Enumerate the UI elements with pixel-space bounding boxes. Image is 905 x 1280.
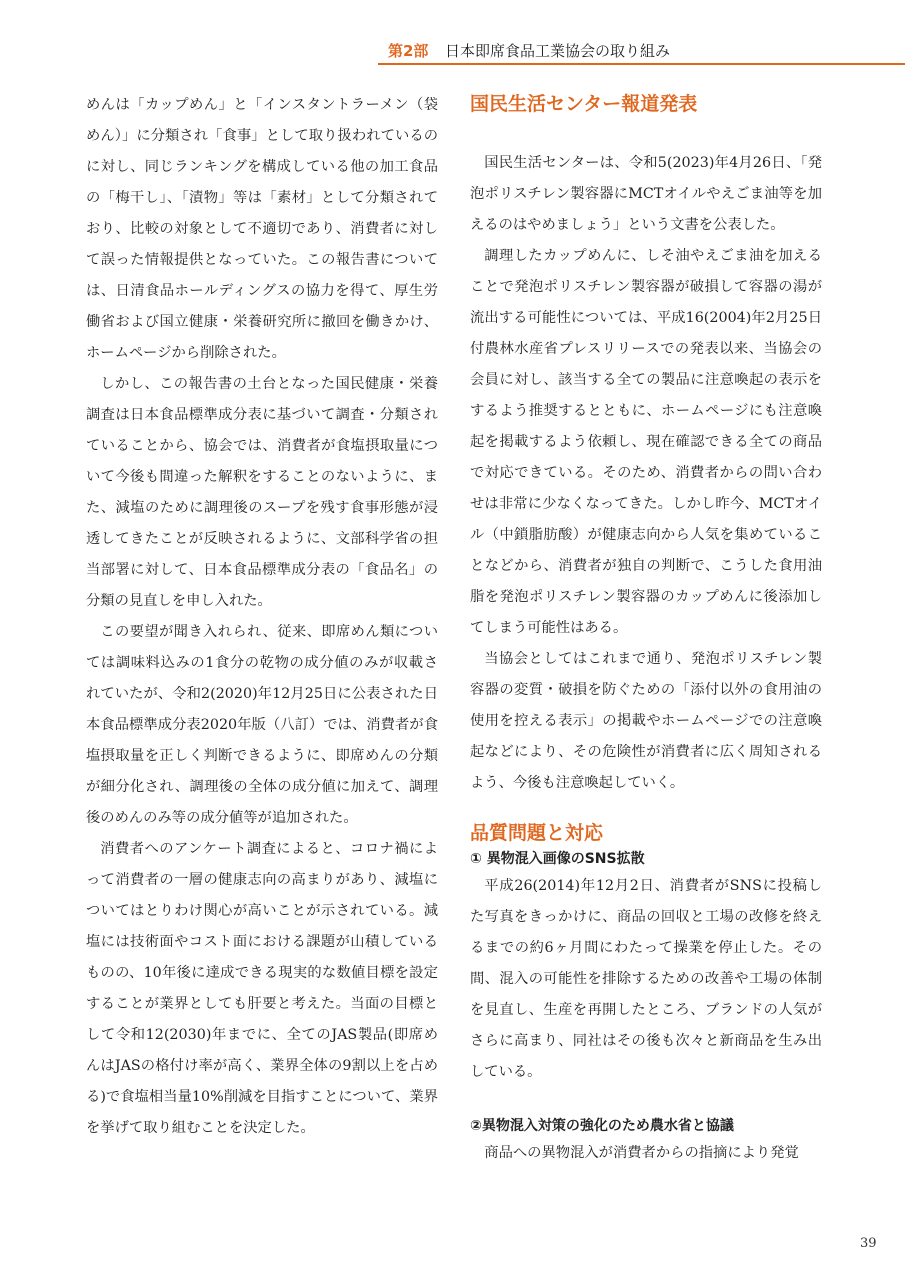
left-column bbox=[86, 90, 438, 1144]
right-column bbox=[470, 90, 822, 1169]
spacer bbox=[470, 1088, 822, 1114]
spacer bbox=[470, 118, 822, 148]
subsection-heading: ① 異物混入画像のSNS拡散 bbox=[470, 851, 645, 867]
subsection-heading: ②異物混入対策の強化のため農水省と協議 bbox=[470, 1118, 734, 1134]
paragraph: 平成26(2014)年12月2日、消費者がSNSに投稿した写真をきっかけに、商品の回収と工場の改修を終えるまでの約6ヶ月間にわたって操業を停止した。その間、混入の可能性を排除するための改善や工場の体制を見直し、生産を再開したところ、ブランドの人気がさらに高まり、同社はその後も次々と新商品を生み出している。 bbox=[470, 878, 822, 1080]
chapter-title: 日本即席食品工業協会の取り組み bbox=[445, 42, 671, 60]
paragraph: 消費者へのアンケート調査によると、コロナ禍によって消費者の一層の健康志向の高まりがあり、減塩についてはとりわけ関心が高いことが示されている。減塩には技術面やコスト面における課題が山積しているものの、10年後に達成できる現実的な数値目標を設定することが業界としても肝要と考えた。当面の目標として令和12(2030)年までに、全てのJAS製品(即席めんはJASの格付け率が高く、業界全体の9割以上を占める)で食塩相当量10%削減を目指すことについて、業界を挙げて取り組むことを決定した。 bbox=[86, 841, 438, 1136]
paragraph: 商品への異物混入が消費者からの指摘により発覚 bbox=[484, 1145, 799, 1161]
header-rule bbox=[378, 63, 905, 65]
section-heading: 品質問題と対応 bbox=[470, 822, 604, 844]
part-label: 第2部 bbox=[388, 42, 429, 60]
paragraph: 調理したカップめんに、しそ油やえごま油を加えることで発泡ポリスチレン製容器が破損して容器の湯が流出する可能性については、平成16(2004)年2月25日付農林水産省プレスリリースでの発表以来、当協会の会員に対し、該当する全ての製品に注意喚起の表示をするよう推奨するとともに、ホームページにも注意喚起を掲載するよう依頼し、現在確認できる全ての商品で対応できている。そのため、消費者からの問い合わせは非常に少なくなってきた。しかし昨今、MCTオイル（中鎖脂肪酸）が健康志向から人気を集めていることなどから、消費者が独自の判断で、こうした食用油脂を発泡ポリスチレン製容器のカップめんに後添加してしまう可能性はある。 bbox=[470, 248, 822, 636]
spacer bbox=[470, 799, 822, 819]
paragraph: この要望が聞き入れられ、従来、即席めん類については調味料込みの1食分の乾物の成分値のみが収載されていたが、令和2(2020)年12月25日に公表された日本食品標準成分表2020年版（八訂）では、消費者が食塩摂取量を正しく判断できるように、即席めんの分類が細分化され、調理後の全体の成分値に加えて、調理後のめんのみ等の成分値等が追加された。 bbox=[86, 624, 438, 826]
page-number: 39 bbox=[860, 1236, 877, 1251]
paragraph: 当協会としてはこれまで通り、発泡ポリスチレン製容器の変質・破損を防ぐための「添付以外の食用油の使用を控える表示」の掲載やホームページでの注意喚起などにより、その危険性が消費者に広く周知されるよう、今後も注意喚起していく。 bbox=[470, 651, 822, 791]
paragraph: しかし、この報告書の土台となった国民健康・栄養調査は日本食品標準成分表に基づいて調査・分類されていることから、協会では、消費者が食塩摂取量について今後も間違った解釈をすることのないように、また、減塩のために調理後のスープを残す食事形態が浸透してきたことが反映されるように、文部科学省の担当部署に対して、日本食品標準成分表の「食品名」の分類の見直しを申し入れた。 bbox=[86, 376, 438, 609]
page-header bbox=[0, 38, 905, 66]
paragraph: めんは「カップめん」と「インスタントラーメン（袋めん）」に分類され「食事」として取り扱われているのに対し、同じランキングを構成している他の加工食品の「梅干し」、「漬物」等は「素材」として分類されており、比較の対象として不適切であり、消費者に対して誤った情報提供となっていた。この報告書については、日清食品ホールディングスの協力を得て、厚生労働省および国立健康・栄養研究所に撤回を働きかけ、ホームページから削除された。 bbox=[86, 97, 438, 361]
section-heading: 国民生活センター報道発表 bbox=[470, 93, 698, 115]
paragraph: 国民生活センターは、令和5(2023)年4月26日、「発泡ポリスチレン製容器にMCTオイルやえごま油等を加えるのはやめましょう」という文書を公表した。 bbox=[470, 155, 822, 233]
